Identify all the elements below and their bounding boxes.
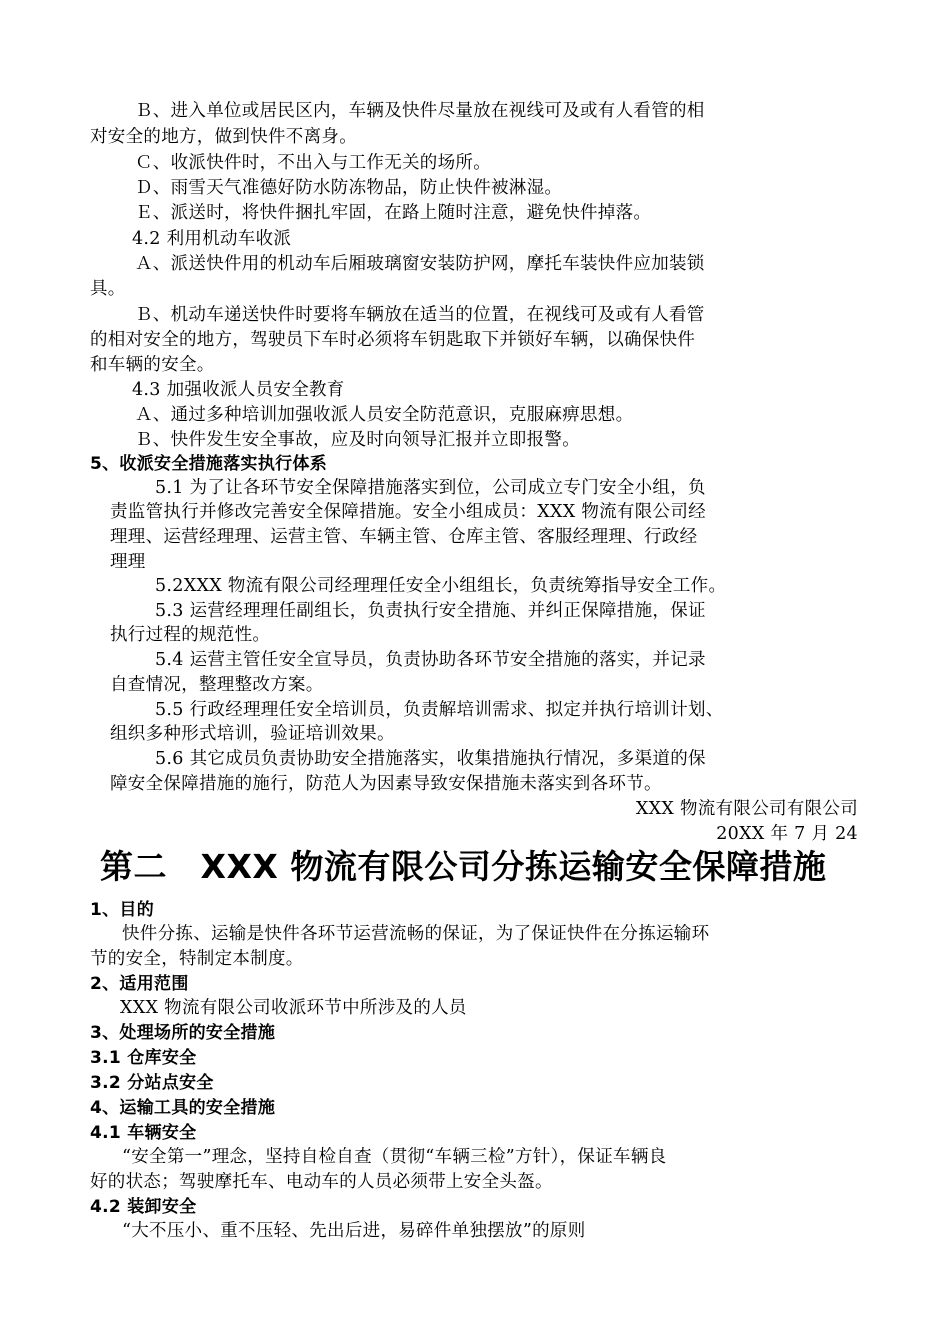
paragraph-line: “安全第一”理念，坚持自检自查（贯彻“车辆三检”方针），保证车辆良: [122, 1147, 667, 1167]
paragraph-line: 具。: [90, 279, 126, 299]
paragraph-line: Ｂ、快件发生安全事故，应及时向领导汇报并立即报警。: [135, 430, 580, 450]
paragraph-line: Ａ、派送快件用的机动车后厢玻璃窗安装防护网，摩托车装快件应加装锁: [135, 254, 705, 274]
subsection-heading: 4.2 装卸安全: [90, 1197, 197, 1217]
paragraph-line: 执行过程的规范性。: [110, 625, 271, 645]
paragraph-line: Ｃ、收派快件时，不出入与工作无关的场所。: [135, 153, 491, 173]
paragraph-line: 5.1 为了让各环节安全保障措施落实到位，公司成立专门安全小组，负: [155, 478, 706, 498]
paragraph-line: 5.5 行政经理理任安全培训员，负责解培训需求、拟定并执行培训计划、: [155, 700, 724, 720]
section-heading: 3、处理场所的安全措施: [90, 1023, 276, 1043]
paragraph-line: 理理、运营经理理、运营主管、车辆主管、仓库主管、客服经理理、行政经: [110, 527, 698, 547]
subheading: 4.3 加强收派人员安全教育: [132, 380, 345, 400]
paragraph-line: 的相对安全的地方，驾驶员下车时必须将车钥匙取下并锁好车辆，以确保快件: [90, 330, 696, 350]
paragraph-line: 5.2XXX 物流有限公司经理理任安全小组组长，负责统筹指导安全工作。: [155, 576, 727, 596]
paragraph-line: 障安全保障措施的施行，防范人为因素导致安保措施未落实到各环节。: [110, 774, 662, 794]
section-heading: 1、目的: [90, 900, 155, 920]
paragraph-line: “大不压小、重不压轻、先出后进，易碎件单独摆放”的原则: [122, 1221, 586, 1241]
section-heading: 4、运输工具的安全措施: [90, 1098, 276, 1118]
paragraph-line: 5.6 其它成员负责协助安全措施落实，收集措施执行情况，多渠道的保: [155, 749, 706, 769]
paragraph-line: 组织多种形式培训，验证培训效果。: [110, 724, 395, 744]
paragraph-line: Ａ、通过多种培训加强收派人员安全防范意识，克服麻痹思想。: [135, 405, 634, 425]
signature-date: 20XX 年 7 月 24: [716, 824, 858, 844]
subsection-heading: 4.1 车辆安全: [90, 1123, 197, 1143]
paragraph-line: Ｄ、雨雪天气准德好防水防冻物品，防止快件被淋湿。: [135, 178, 563, 198]
paragraph-line: 5.4 运营主管任安全宣导员，负责协助各环节安全措施的落实，并记录: [155, 650, 706, 670]
paragraph-line: 好的状态；驾驶摩托车、电动车的人员必须带上安全头盔。: [90, 1172, 553, 1192]
subsection-heading: 3.2 分站点安全: [90, 1073, 214, 1093]
section-heading: 2、适用范围: [90, 974, 189, 994]
subsection-heading: 3.1 仓库安全: [90, 1048, 197, 1068]
paragraph-line: 对安全的地方，做到快件不离身。: [90, 127, 357, 147]
paragraph-line: 5.3 运营经理理任副组长，负责执行安全措施、并纠正保障措施，保证: [155, 601, 706, 621]
paragraph-line: Ｅ、派送时，将快件捆扎牢固，在路上随时注意，避免快件掉落。: [135, 203, 652, 223]
paragraph-line: 节的安全，特制定本制度。: [90, 949, 304, 969]
paragraph-line: 和车辆的安全。: [90, 355, 215, 375]
section-heading: 5、收派安全措施落实执行体系: [90, 454, 328, 474]
paragraph-line: 自查情况，整理整改方案。: [110, 675, 324, 695]
paragraph-line: XXX 物流有限公司收派环节中所涉及的人员: [120, 998, 467, 1018]
paragraph-line: Ｂ、进入单位或居民区内，车辆及快件尽量放在视线可及或有人看管的相: [135, 101, 705, 121]
subheading: 4.2 利用机动车收派: [132, 229, 292, 249]
paragraph-line: Ｂ、机动车递送快件时要将车辆放在适当的位置，在视线可及或有人看管: [135, 305, 705, 325]
chapter-title: 第二 XXX 物流有限公司分拣运输安全保障措施: [100, 847, 827, 886]
paragraph-line: 快件分拣、运输是快件各环节运营流畅的保证，为了保证快件在分拣运输环: [122, 924, 710, 944]
paragraph-line: 责监管执行并修改完善安全保障措施。安全小组成员：XXX 物流有限公司经: [110, 502, 706, 522]
paragraph-line: 理理: [110, 552, 146, 572]
signature-company: XXX 物流有限公司有限公司: [635, 799, 858, 819]
